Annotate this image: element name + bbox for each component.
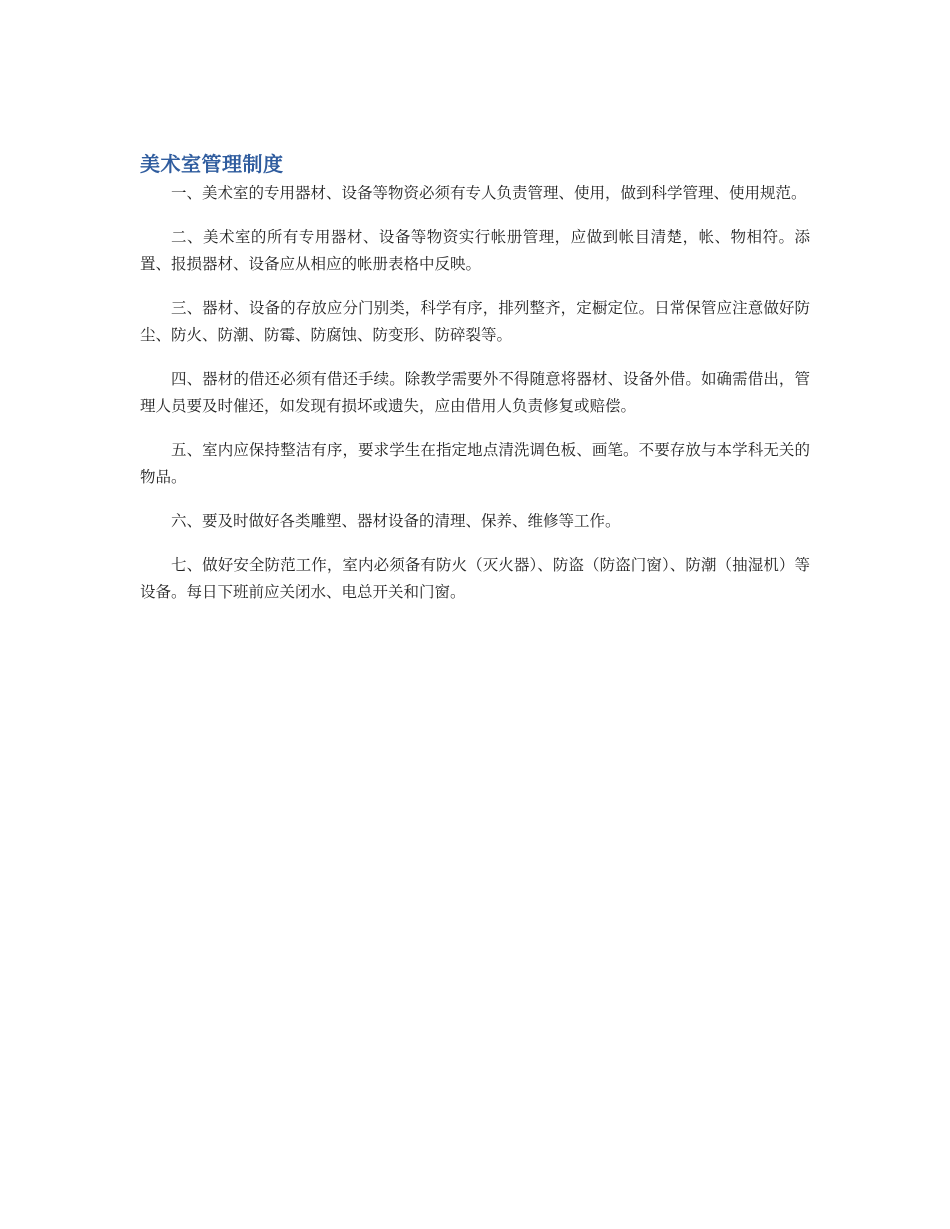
rule-paragraph-6: 六、要及时做好各类雕塑、器材设备的清理、保养、维修等工作。	[171, 512, 621, 530]
rule-paragraph-2: 二、美术室的所有专用器材、设备等物资实行帐册管理，应做到帐目清楚，帐、物相符。添置、报损器材、设备应从相应的帐册表格中反映。	[140, 228, 810, 273]
rule-paragraph-3: 三、器材、设备的存放应分门别类，科学有序，排列整齐，定橱定位。日常保管应注意做好防尘、防火、防潮、防霉、防腐蚀、防变形、防碎裂等。	[140, 299, 810, 344]
rule-paragraph-1: 一、美术室的专用器材、设备等物资必须有专人负责管理、使用，做到科学管理、使用规范。	[171, 184, 807, 202]
document-title: 美术室管理制度	[140, 152, 284, 176]
rule-paragraph-5: 五、室内应保持整洁有序，要求学生在指定地点清洗调色板、画笔。不要存放与本学科无关的物品。	[140, 441, 810, 486]
rule-paragraph-7: 七、做好安全防范工作，室内必须备有防火（灭火器）、防盗（防盗门窗）、防潮（抽湿机）等设备。每日下班前应关闭水、电总开关和门窗。	[140, 556, 810, 601]
rule-paragraph-4: 四、器材的借还必须有借还手续。除教学需要外不得随意将器材、设备外借。如确需借出，管理人员要及时催还，如发现有损坏或遗失，应由借用人负责修复或赔偿。	[140, 370, 810, 415]
document-page	[140, 148, 810, 623]
